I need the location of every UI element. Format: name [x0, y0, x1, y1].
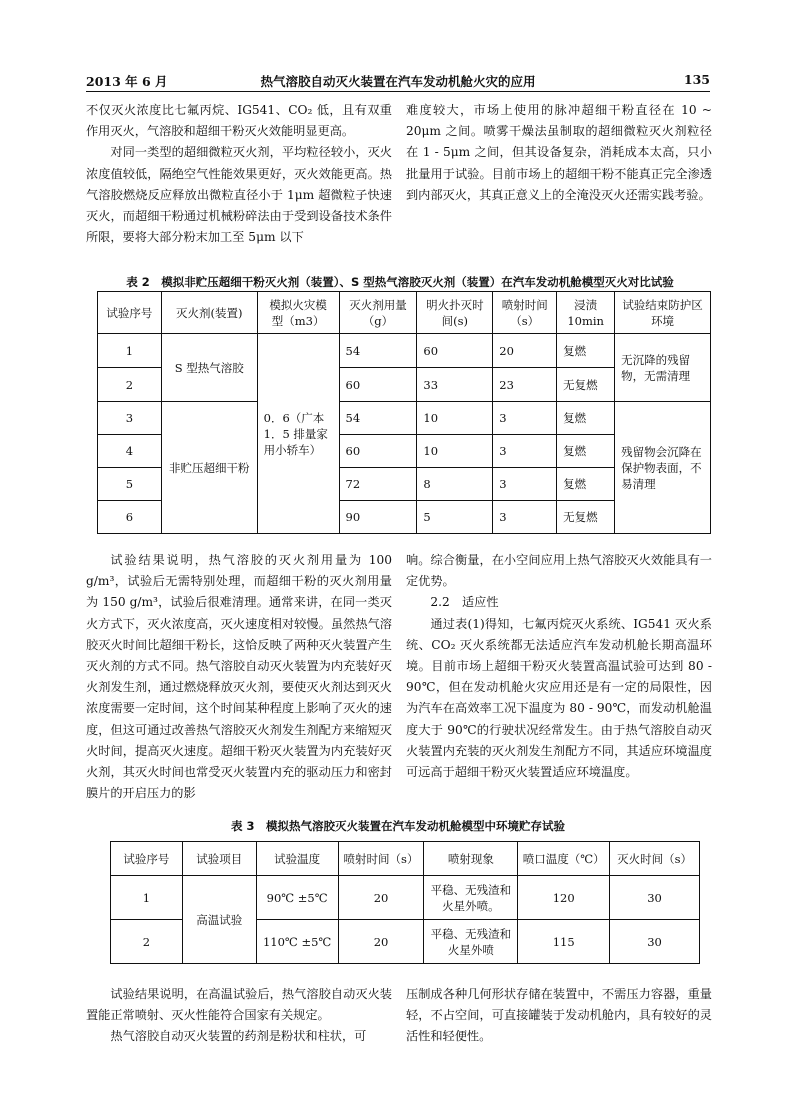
agent-cell: S 型热气溶胶 — [161, 334, 257, 402]
env-cell: 残留物会沉降在保护物表面，不易清理 — [615, 402, 711, 534]
spray-cell: 20 — [493, 334, 557, 368]
table2 — [97, 291, 711, 534]
paragraph: 试验结果说明，在高温试验后，热气溶胶自动灭火装置能正常喷射、灭火性能符合国家有关规定。 — [86, 987, 392, 1023]
table2-header-cell: 试验结束防护区环境 — [615, 292, 711, 334]
spray-cell: 3 — [493, 501, 557, 534]
trial-no: 3 — [98, 402, 162, 435]
table3-header-cell: 喷射时间（s） — [338, 842, 424, 876]
nozzle-temp-cell: 115 — [518, 920, 610, 964]
mid-right-column — [406, 550, 712, 783]
paragraph: 难度较大，市场上使用的脉冲超细干粉直径在 10 ~ 20μm 之间。喷雾干燥法虽制取的超细微粒灭火剂粒径在 1 - 5μm 之间，但其设备复杂，消耗成本太高，只小批量用于试验。目前市场上的超细干粉不能真正完全渗透到内部灭火，其真正意义上的全淹没灭火还需实践考验。 — [406, 103, 712, 202]
dose-cell: 60 — [339, 435, 417, 468]
trial-no: 5 — [98, 468, 162, 501]
soak-cell: 复燃 — [557, 402, 615, 435]
mid-left-column — [86, 550, 392, 804]
table3-header-cell: 试验项目 — [182, 842, 256, 876]
trial-no: 2 — [98, 368, 162, 402]
table3-header-cell: 喷射现象 — [424, 842, 518, 876]
table2-header-row — [98, 292, 711, 334]
dose-cell: 72 — [339, 468, 417, 501]
top-left-column — [86, 100, 392, 248]
phenomenon-cell: 平稳、无残渣和火星外喷 — [424, 920, 518, 964]
section-heading: 2.2 适应性 — [430, 595, 499, 610]
table3 — [110, 841, 700, 964]
table2-header-cell: 灭火剂用量（g） — [339, 292, 417, 334]
trial-no: 2 — [111, 920, 183, 964]
env-cell: 无沉降的残留物，无需清理 — [615, 334, 711, 402]
table3-header-cell: 试验温度 — [256, 842, 338, 876]
bottom-left-column — [86, 984, 392, 1048]
dose-cell: 54 — [339, 334, 417, 368]
bottom-right-column — [406, 984, 712, 1048]
soak-cell: 复燃 — [557, 435, 615, 468]
time-cell: 33 — [417, 368, 493, 402]
soak-cell: 无复燃 — [557, 368, 615, 402]
table2-header-cell: 模拟火灾模型（m3） — [257, 292, 339, 334]
phenomenon-cell: 平稳、无残渣和火星外喷。 — [424, 876, 518, 920]
time-cell: 5 — [417, 501, 493, 534]
table3-header-cell: 喷口温度（℃） — [518, 842, 610, 876]
paragraph: 响。综合衡量，在小空间应用上热气溶胶灭火效能具有一定优势。 — [406, 553, 712, 589]
paragraph: 通过表(1)得知，七氟丙烷灭火系统、IG541 灭火系统、CO₂ 灭火系统都无法适应汽车发动机舱长期高温环境。目前市场上超细干粉灭火装置高温试验可达到 80 - 90℃，但在发动机舱火灾应用还是有一定的局限性，因为汽车在高效率工况下温度为 80 - 90℃，而发动机舱温度大于 90℃的行驶状况经常发生。由于热气溶胶自动灭火装置内充装的灭火剂发生剂配方不同，其适应环境温度可远高于超细干粉灭火装置适应环境温度。 — [406, 616, 712, 780]
table2-header-cell: 试验序号 — [98, 292, 162, 334]
trial-no: 1 — [111, 876, 183, 920]
agent-cell: 非贮压超细干粉 — [161, 402, 257, 534]
time-cell: 60 — [417, 334, 493, 368]
spray-cell: 3 — [493, 468, 557, 501]
paragraph: 不仅灭火浓度比七氟丙烷、IG541、CO₂ 低，且有双重作用灭火，气溶胶和超细干粉灭火效能明显更高。 — [86, 103, 392, 139]
dose-cell: 60 — [339, 368, 417, 402]
paragraph: 压制成各种几何形状存储在装置中，不需压力容器，重量轻，不占空间，可直接罐装于发动机舱内，具有较好的灵活性和轻便性。 — [406, 987, 712, 1044]
paragraph: 对同一类型的超细微粒灭火剂，平均粒径较小，灭火浓度值较低，隔绝空气性能效果更好，灭火效能更高。热气溶胶燃烧反应释放出微粒直径小于 1μm 超微粒子快速灭火，而超细干粉通过机械粉碎法由于受到设备技术条件所限，要将大部分粉末加工至 5μm 以下 — [86, 145, 392, 245]
table3-header-row — [111, 842, 700, 876]
soak-cell: 复燃 — [557, 334, 615, 368]
dose-cell: 90 — [339, 501, 417, 534]
spray-cell: 23 — [493, 368, 557, 402]
spray-cell: 20 — [338, 920, 424, 964]
trial-no: 6 — [98, 501, 162, 534]
header-date: 2013 年 6 月 — [86, 74, 168, 89]
page-number: 135 — [683, 72, 710, 87]
top-right-column — [406, 100, 712, 206]
spray-cell: 3 — [493, 435, 557, 468]
test-item-cell: 高温试验 — [182, 876, 256, 964]
soak-cell: 复燃 — [557, 468, 615, 501]
table2-header-cell: 灭火剂(装置) — [161, 292, 257, 334]
dose-cell: 54 — [339, 402, 417, 435]
time-cell: 10 — [417, 402, 493, 435]
temp-cell: 110℃ ±5℃ — [256, 920, 338, 964]
table-row — [111, 876, 700, 920]
soak-cell: 无复燃 — [557, 501, 615, 534]
time-cell: 8 — [417, 468, 493, 501]
spray-cell: 3 — [493, 402, 557, 435]
time-cell: 10 — [417, 435, 493, 468]
header-title: 热气溶胶自动灭火装置在汽车发动机舱火灾的应用 — [260, 74, 536, 89]
spray-cell: 20 — [338, 876, 424, 920]
table2-caption: 表 2 模拟非贮压超细干粉灭火剂（装置）、S 型热气溶胶灭火剂（装置）在汽车发动机舱模型灭火对比试验 — [126, 275, 674, 289]
extinguish-time-cell: 30 — [610, 876, 700, 920]
table2-header-cell: 浸渍 10min — [557, 292, 615, 334]
table3-header-cell: 灭火时间（s） — [610, 842, 700, 876]
table-row — [98, 334, 711, 368]
paragraph: 热气溶胶自动灭火装置的药剂是粉状和柱状，可 — [110, 1029, 367, 1044]
table-row — [98, 402, 711, 435]
table3-header-cell: 试验序号 — [111, 842, 183, 876]
fire-model-cell: 0．6（广本 1．5 排量家用小轿车） — [257, 334, 339, 534]
temp-cell: 90℃ ±5℃ — [256, 876, 338, 920]
trial-no: 1 — [98, 334, 162, 368]
table2-header-cell: 喷射时间（s） — [493, 292, 557, 334]
table2-header-cell: 明火扑灭时间(s) — [417, 292, 493, 334]
table3-caption: 表 3 模拟热气溶胶灭火装置在汽车发动机舱模型中环境贮存试验 — [230, 819, 565, 833]
page-header — [86, 72, 710, 92]
trial-no: 4 — [98, 435, 162, 468]
nozzle-temp-cell: 120 — [518, 876, 610, 920]
paragraph: 试验结果说明，热气溶胶的灭火剂用量为 100 g/m³，试验后无需特别处理，而超细干粉的灭火剂用量为 150 g/m³，试验后很难清理。通常来讲，在同一类灭火方式下，灭火浓度高，灭火速度相对较慢。虽然热气溶胶灭火时间比超细干粉长，这恰反映了两种灭火装置产生灭火剂的方式不同。热气溶胶自动灭火装置为内充装好灭火剂发生剂，通过燃烧释放灭火剂，要使灭火剂达到灭火浓度需要一定时间，这个时间某种程度上影响了灭火的速度，但这可通过改善热气溶胶灭火剂发生剂配方来缩短灭火时间，提高灭火速度。超细干粉灭火装置为内充装好灭火剂，其灭火时间也常受灭火装置内充的驱动压力和密封膜片的开启压力的影 — [86, 553, 392, 801]
extinguish-time-cell: 30 — [610, 920, 700, 964]
